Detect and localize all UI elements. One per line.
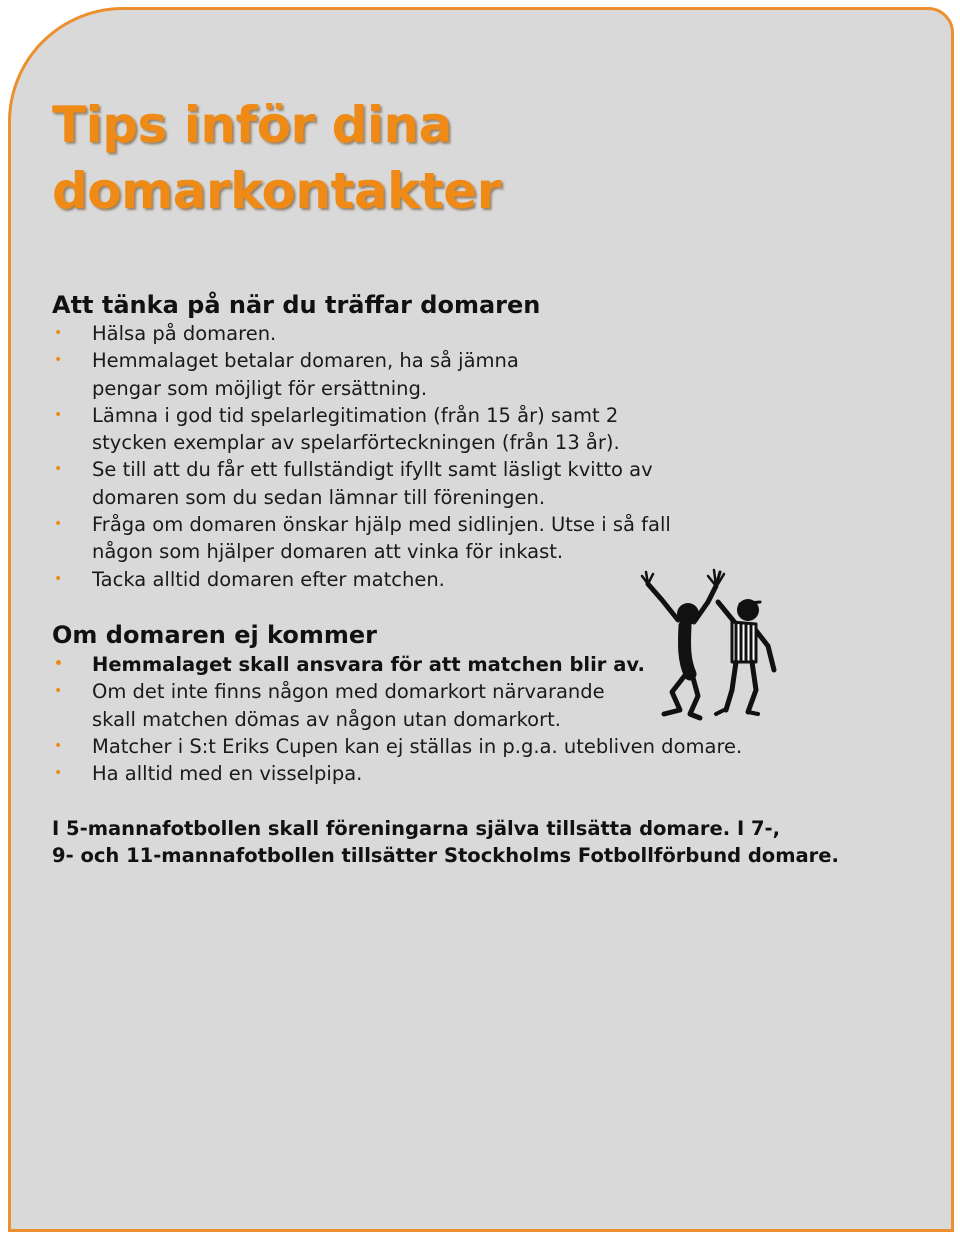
section-heading-referee-absent: Om domaren ej kommer <box>52 621 377 649</box>
list-item: • Se till att du får ett fullständigt ifyllt samt läsligt kvitto av domaren som du sedan lämnar till föreningen. <box>54 458 653 509</box>
list-item: • Ha alltid med en visselpipa. <box>52 760 652 787</box>
bullet-icon: • <box>54 570 63 587</box>
bullet-icon: • <box>54 656 63 672</box>
list-item: • Tacka alltid domaren efter matchen. <box>52 566 652 593</box>
list-item: • Fråga om domaren önskar hjälp med sidlinjen. Utse i så fall någon som hjälper domaren att vinka för inkast. <box>54 513 671 564</box>
page-title: Tips inför dina domarkontakter <box>52 96 501 220</box>
list-item: • Hemmalaget skall ansvara för att matchen blir av. <box>52 651 732 678</box>
player-and-referee-icon <box>628 562 808 728</box>
bullet-icon: • <box>54 683 63 700</box>
list-item: • Om det inte finns någon med domarkort närvarande skall matchen dömas av någon utan domarkort. <box>54 680 605 731</box>
list-item: • Hälsa på domaren. <box>52 320 652 347</box>
closing-line-1: I 5-mannafotbollen skall föreningarna själva tillsätta domare. I 7-, <box>52 817 781 840</box>
closing-line-2: 9- och 11-mannafotbollen tillsätter Stockholms Fotbollförbund domare. <box>52 844 839 868</box>
bullet-icon: • <box>54 737 63 754</box>
list-item: • Matcher i S:t Eriks Cupen kan ej ställas in p.g.a. utebliven domare. <box>52 733 892 760</box>
tips-list <box>52 320 702 593</box>
closing-note <box>52 815 932 870</box>
bullet-icon: • <box>54 406 63 423</box>
bullet-icon: • <box>54 325 63 341</box>
list-item: • Lämna i god tid spelarlegitimation (från 15 år) samt 2 stycken exemplar av spelarförteckningen (från 13 år). <box>54 403 620 455</box>
bullet-icon: • <box>54 461 63 478</box>
bullet-icon: • <box>54 352 63 369</box>
list-item: • Hemmalaget betalar domaren, ha så jämna pengar som möjligt för ersättning. <box>54 349 519 400</box>
section-heading-meeting-referee: Att tänka på när du träffar domaren <box>52 291 541 319</box>
bullet-icon: • <box>54 765 63 782</box>
bullet-icon: • <box>54 516 63 533</box>
